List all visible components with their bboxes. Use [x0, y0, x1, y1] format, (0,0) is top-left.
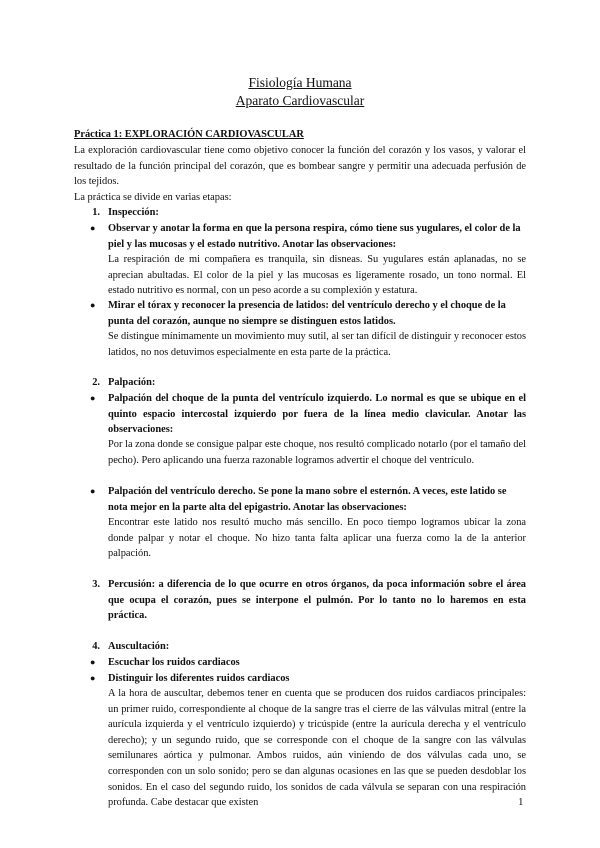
- item-heading: Palpación del ventrículo derecho. Se pone la mano sobre el esternón. A veces, este latido se nota mejor en la parte alta del epigastrio. Anotar las observaciones:: [108, 486, 507, 513]
- bullet-icon: ●: [90, 300, 96, 310]
- item-body: Encontrar este latido nos resultó mucho más sencillo. En poco tiempo logramos ubicar la zona donde palpar y notar el choque. No hizo tanta falta aplicar una fuerza como la de la anterior palpación.: [108, 517, 526, 560]
- document-title: Fisiología Humana: [248, 75, 352, 90]
- stages-intro: La práctica se divide en varias etapas:: [74, 192, 232, 203]
- item-heading: Escuchar los ruidos cardiacos: [108, 657, 240, 668]
- item-heading: Mirar el tórax y reconocer la presencia de latidos: del ventrículo derecho y el choque de la punta del corazón, aunque no siempre se distinguen estos latidos.: [108, 300, 506, 327]
- stage-number: 1.: [92, 207, 100, 218]
- stage-number: 3.: [92, 579, 100, 590]
- item-body: A la hora de auscultar, debemos tener en cuenta que se producen dos ruidos cardiacos principales: un primer ruido, correspondiente al choque de la sangre tras el cierre de las válvulas mitral (entre la aurícula izquierda y el ventrículo izquierdo) y tricúspide (entre la aurícula derecha y el ventrículo derecho); y un segundo ruido, que se corresponde con el choque de la sangre con las válvulas semilunares aórtica y pulmonar. Ambos ruidos, aún viniendo de dos válvulas cada uno, se corresponden con un solo sonido; pero se dan algunas ocasiones en las que se pueden desdoblar los sonidos. En el caso del segundo ruido, los sonidos de cada válvula se separan con una respiración profunda. Cabe destacar que existen: [108, 688, 526, 809]
- stage-title: Percusión: a diferencia de lo que ocurre en otros órganos, da poca información sobre el área que ocupa el corazón, pues se interpone el pulmón. Por lo tanto no lo haremos en esta práctica.: [108, 579, 526, 622]
- item-heading: Palpación del choque de la punta del ventrículo izquierdo. Lo normal es que se ubique en el quinto espacio intercostal izquierdo por fuera de la línea medio clavicular. Anotar las observaciones:: [108, 393, 526, 436]
- bullet-icon: ●: [90, 657, 96, 667]
- item-heading: Observar y anotar la forma en que la persona respira, cómo tiene sus yugulares, el color de la piel y las mucosas y el estado nutritivo. Anotar las observaciones:: [108, 223, 521, 250]
- stage-number: 4.: [92, 641, 100, 652]
- document-subtitle: Aparato Cardiovascular: [235, 93, 365, 108]
- item-body: Se distingue mínimamente un movimiento muy sutil, al ser tan difícil de distinguir y reconocer estos latidos, no nos detuvimos especialmente en esta parte de la práctica.: [108, 331, 526, 358]
- bullet-icon: ●: [90, 393, 96, 403]
- stage-number: 2.: [92, 377, 100, 388]
- item-body: Por la zona donde se consigue palpar este choque, nos resultó complicado notarlo (por el tamaño del pecho). Pero aplicando una fuerza razonable logramos advertir el choque del ventrículo.: [108, 439, 526, 466]
- item-body: La respiración de mi compañera es tranquila, sin disneas. Su yugulares están aplanadas, no se aprecian abultadas. El color de la piel y las mucosas es ligeramente rosado, un tono normal. El estado nutritivo es normal, con un peso acorde a su complexión y estatura.: [108, 254, 526, 297]
- section-heading: Práctica 1: EXPLORACIÓN CARDIOVASCULAR: [74, 129, 304, 140]
- bullet-icon: ●: [90, 486, 96, 496]
- stage-title: Inspección:: [108, 207, 159, 218]
- item-heading: Distinguir los diferentes ruidos cardiacos: [108, 673, 290, 684]
- stage-title: Palpación:: [108, 377, 156, 388]
- page-number: 1: [518, 796, 524, 808]
- bullet-icon: ●: [90, 223, 96, 233]
- bullet-icon: ●: [90, 673, 96, 683]
- intro-paragraph: La exploración cardiovascular tiene como objetivo conocer la función del corazón y los vasos, y valorar el resultado de la función principal del corazón, que es bombear sangre y permitir una adecuada perfusión de los tejidos.: [74, 145, 526, 188]
- stage-title: Auscultación:: [108, 641, 170, 652]
